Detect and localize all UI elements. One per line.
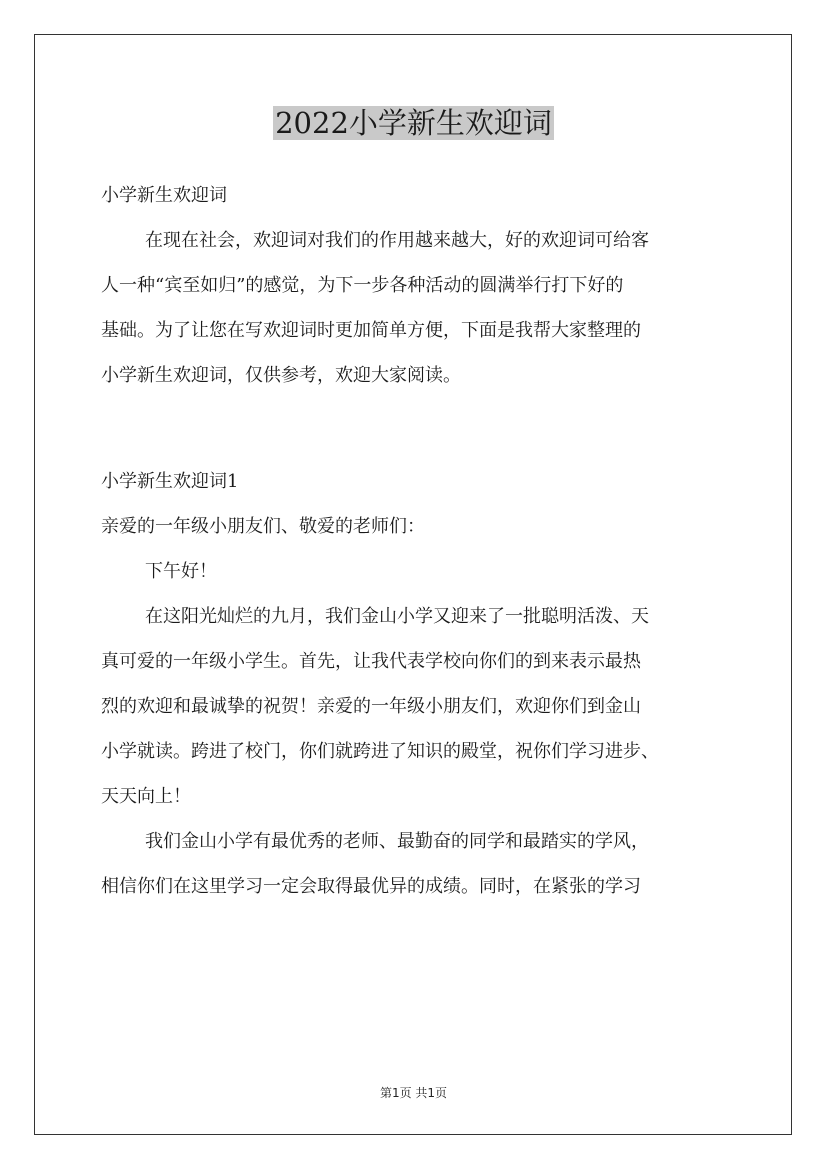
intro-heading: 小学新生欢迎词 (101, 185, 227, 206)
intro-line: 基础。为了让您在写欢迎词时更加简单方便，下面是我帮大家整理的 (101, 320, 641, 341)
intro-line: 在现在社会，欢迎词对我们的作用越来越大，好的欢迎词可给客 (145, 230, 649, 251)
paragraph-line: 烈的欢迎和最诚挚的祝贺！亲爱的一年级小朋友们，欢迎你们到金山 (101, 696, 641, 717)
document-title-text: 2022小学新生欢迎词 (275, 106, 552, 140)
section-spacer (101, 398, 741, 459)
intro-line: 人一种“宾至如归”的感觉，为下一步各种活动的圆满举行打下好的 (101, 275, 624, 296)
document-body (101, 173, 741, 909)
greeting: 下午好！ (145, 561, 217, 582)
section-heading: 小学新生欢迎词1 (101, 471, 239, 492)
document-title (0, 104, 827, 142)
paragraph-line: 小学就读。跨进了校门，你们就跨进了知识的殿堂，祝你们学习进步、 (101, 741, 659, 762)
paragraph-line: 天天向上！ (101, 786, 191, 807)
intro-line: 小学新生欢迎词，仅供参考，欢迎大家阅读。 (101, 365, 461, 386)
salutation: 亲爱的一年级小朋友们、敬爱的老师们： (101, 516, 425, 537)
paragraph-line: 相信你们在这里学习一定会取得最优异的成绩。同时，在紧张的学习 (101, 876, 641, 897)
paragraph-line: 我们金山小学有最优秀的老师、最勤奋的同学和最踏实的学风， (145, 831, 649, 852)
paragraph-line: 真可爱的一年级小学生。首先，让我代表学校向你们的到来表示最热 (101, 651, 641, 672)
page-footer (0, 1085, 827, 1101)
paragraph-line: 在这阳光灿烂的九月，我们金山小学又迎来了一批聪明活泼、天 (145, 606, 649, 627)
page-indicator: 第1页 共1页 (379, 1086, 448, 1100)
